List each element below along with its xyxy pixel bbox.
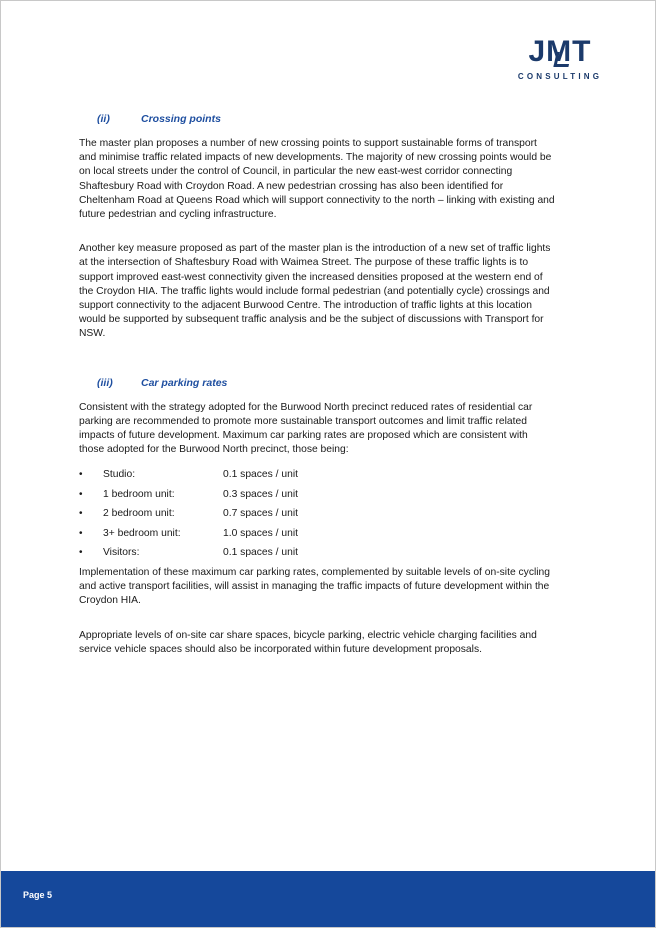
bullet-icon: • [79,469,83,481]
list-item [79,527,555,541]
rate-value: 1.0 spaces / unit [223,527,298,539]
page-number: Page 5 [23,890,53,900]
section-number: (iii) [97,376,113,389]
logo-subtitle: CONSULTING [517,72,603,81]
list-item [79,507,555,521]
list-item [79,468,555,482]
rate-value: 0.7 spaces / unit [223,508,298,520]
logo-wordmark: JMT [528,35,592,68]
paragraph: Appropriate levels of on-site car share spaces, bicycle parking, electric vehicle charging facilities and service vehicle spaces should also be incorporated within future development proposals. [79,629,537,655]
bullet-icon: • [79,508,83,520]
section-title: Car parking rates [141,376,228,389]
section-spacer [79,353,555,377]
list-item [79,488,555,502]
rate-term: 3+ bedroom unit: [103,527,181,539]
section-number: (ii) [97,113,110,125]
car-parking-rates-list [79,468,555,560]
bullet-icon: • [79,527,83,539]
rate-term: Visitors: [103,547,140,559]
section-heading-crossing-points [97,113,555,125]
section-heading-car-parking-rates [97,377,555,389]
paragraph: Consistent with the strategy adopted for the Burwood North precinct reduced rates of residential car parking are recommended to promote more sustainable transport outcomes and limit traffic related impacts of future development. Maximum car parking rates are proposed which are consistent with those adopted for the Burwood North precinct, those being: [79,401,533,456]
paragraph: Another key measure proposed as part of the master plan is the introduction of a new set of traffic lights at the intersection of Shaftesbury Road with Waimea Street. The purpose of these traffic lights is to support improved east-west connectivity given the increased densities proposed at the western end of the Croydon HIA. The traffic lights would include formal pedestrian (and potentially cycle) crossings and support connectivity to the adjacent Burwood Centre. The introduction of traffic lights at this location would be supported by subsequent traffic analysis and be the subject of discussions with Transport for NSW. [79,243,551,340]
rate-term: 1 bedroom unit: [103,488,175,500]
paragraph: The master plan proposes a number of new crossing points to support sustainable forms of transport and minimise traffic related impacts of new developments. The majority of new crossing points would be on local streets under the control of Council, in particular the new east-west corridor connecting Shaftesbury Road with Croydon Road. A new pedestrian crossing has also been identified for Cheltenham Road at Queens Road which will support connectivity to the north – linking with existing and future pedestrian and cycling infrastructure. [79,138,555,221]
page-footer [1,871,655,927]
paragraph-spacer [79,233,555,242]
document-content [79,113,555,668]
list-item [79,546,555,560]
section-title: Crossing points [141,113,221,125]
rate-term: Studio: [103,469,136,481]
bullet-icon: • [79,547,83,559]
paragraph-spacer [79,620,555,629]
jmt-logo [517,37,603,81]
rate-term: 2 bedroom unit: [103,508,175,520]
logo-swoosh-icon [553,52,571,67]
rate-value: 0.3 spaces / unit [223,488,298,500]
rate-value: 0.1 spaces / unit [223,547,298,559]
paragraph: Implementation of these maximum car parking rates, complemented by suitable levels of on-site cycling and active transport facilities, will assist in managing the traffic impacts of future development within the Croydon HIA. [79,566,551,607]
bullet-icon: • [79,488,83,500]
rate-value: 0.1 spaces / unit [223,469,298,481]
